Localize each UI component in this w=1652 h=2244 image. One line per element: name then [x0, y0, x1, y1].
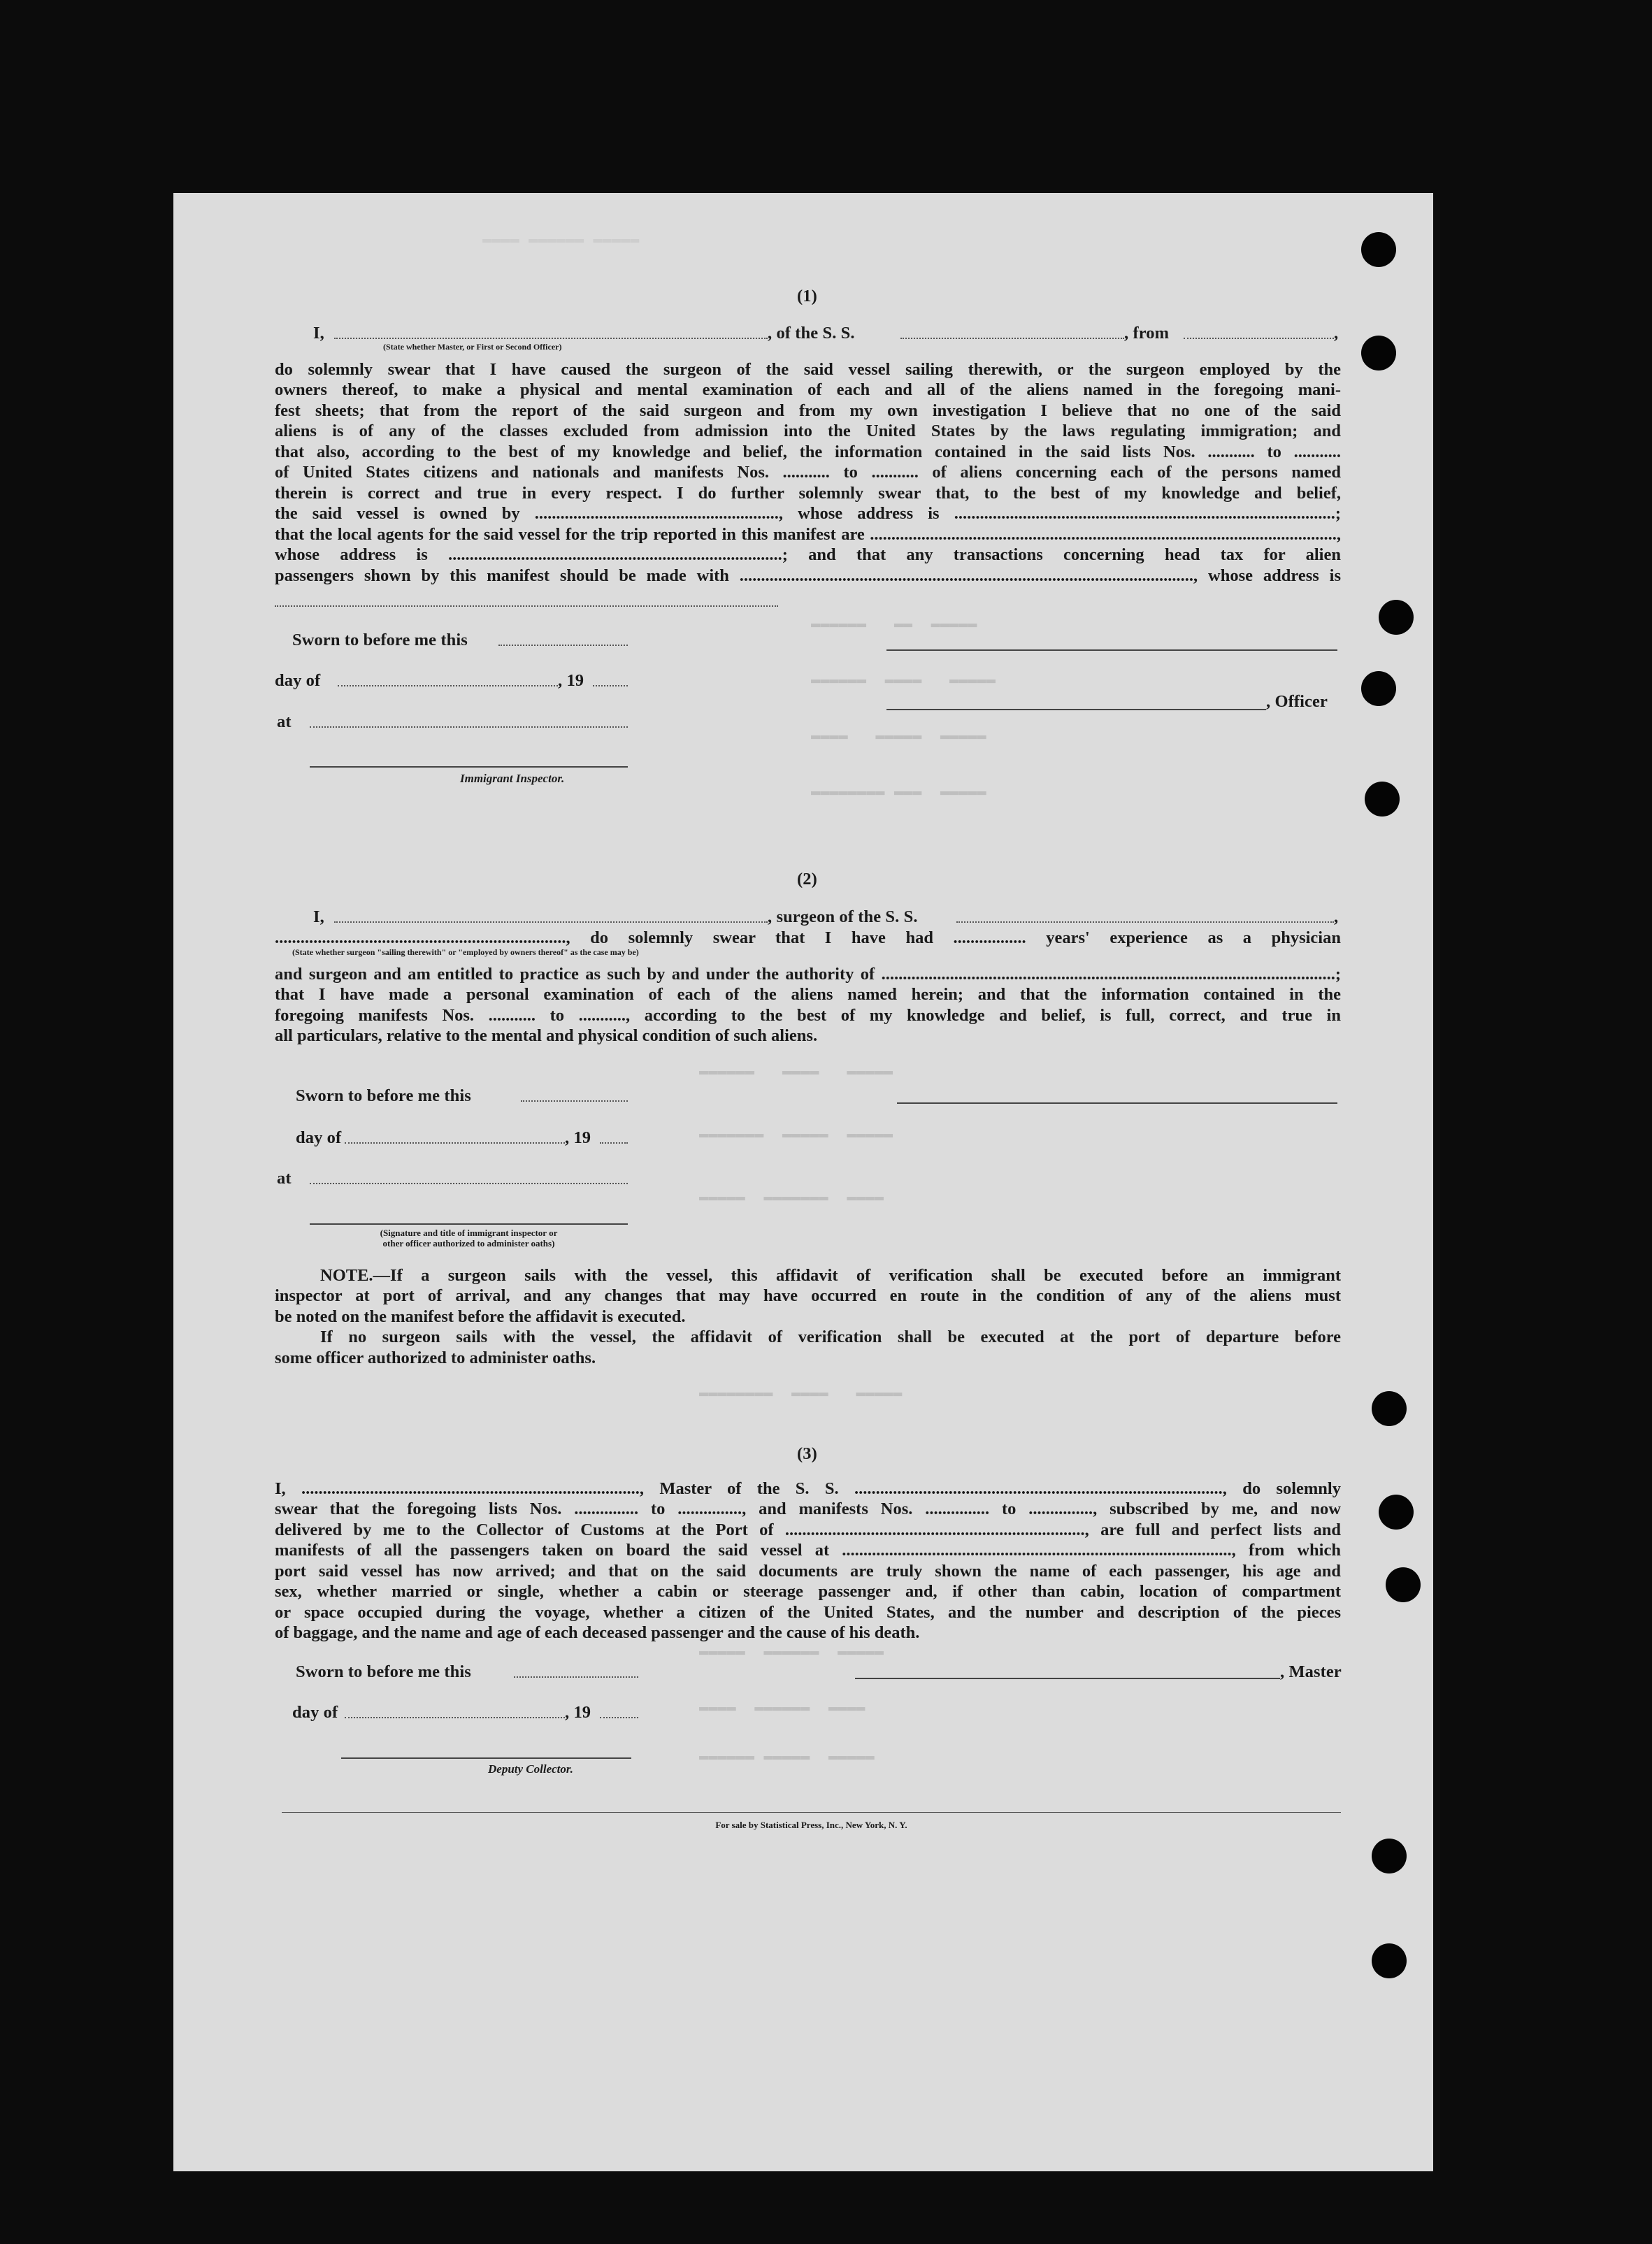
section-2-heading: (2) — [797, 870, 817, 889]
day-of-2: day of — [296, 1128, 342, 1147]
section-3-line-3: delivered by me to the Collector of Customs at the Port of ......................................................................, are full and perfect lists and — [275, 1520, 1341, 1539]
section-1-comma: , — [1334, 324, 1339, 343]
section-1-of-ss: , of the S. S. — [768, 324, 855, 343]
section-1-line-3: fest sheets; that from the report of the said surgeon and from my own investigation I believe that no one of the said — [275, 401, 1341, 420]
day-of-1: day of — [275, 671, 321, 690]
surgeon-name-field[interactable] — [334, 921, 768, 923]
section-1-line-10: whose address is ..............................................................................; and that any transactions concerning head tax for alien — [275, 545, 1341, 564]
section-1-line-9: that the local agents for the said vessel for the trip reported in this manifest are ............................................................................................................., — [275, 525, 1341, 544]
sworn-before-3: Sworn to before me this — [296, 1662, 471, 1681]
section-2-i: I, — [313, 907, 324, 926]
section-1-line-11: passengers shown by this manifest should be made with .........................................................................................................., whose address is — [275, 566, 1341, 585]
head-tax-address-field[interactable] — [275, 605, 778, 607]
section-1-line-1: do solemnly swear that I have caused the surgeon of the said vessel sailing therewith, or the surgeon employed by the — [275, 360, 1341, 379]
sworn-date-field-2[interactable] — [521, 1100, 628, 1102]
section-3-line-7: or space occupied during the voyage, whether a citizen of the United States, and the number and description of the pieces — [275, 1603, 1341, 1622]
section-1-from: , from — [1124, 324, 1170, 343]
vessel-name-field[interactable] — [900, 338, 1124, 339]
at-field-2[interactable] — [310, 1183, 628, 1184]
at-2: at — [277, 1169, 292, 1188]
section-3-line-5: port said vessel has now arrived; and that on the said documents are truly shown the name of each passenger, his age and — [275, 1562, 1341, 1581]
punch-hole — [1365, 782, 1400, 817]
officer-signature-line-1[interactable] — [886, 649, 1337, 651]
section-3-heading: (3) — [797, 1444, 817, 1463]
note-line-2: inspector at port of arrival, and any changes that may have occurred en route in the condition of any of the aliens must — [275, 1286, 1341, 1305]
punch-hole — [1386, 1567, 1421, 1602]
note-line-1: NOTE.—If a surgeon sails with the vessel, this affidavit of verification shall be executed before an immigrant — [320, 1266, 1341, 1285]
bleed-through: ▬▬▬▬▬▬ ▬▬ ▬▬▬▬▬ — [811, 615, 977, 633]
at-1: at — [277, 712, 292, 731]
bleed-through: ▬▬▬▬▬▬ ▬▬▬▬ ▬▬▬▬▬ — [811, 671, 996, 689]
bleed-through: ▬▬▬▬▬▬ ▬▬▬▬▬ ▬▬▬▬▬ — [699, 1748, 875, 1765]
footer-rule — [282, 1812, 1341, 1813]
section-1-line-8: the said vessel is owned by ........................................................., whose address is .........................................................................................; — [275, 504, 1341, 523]
bleed-through: ▬▬▬▬▬▬▬ ▬▬▬▬▬ ▬▬▬▬▬ — [699, 1125, 893, 1143]
bleed-through: ▬▬▬▬ ▬▬▬▬▬▬ ▬▬▬▬▬ — [482, 231, 640, 248]
sworn-before-2: Sworn to before me this — [296, 1086, 471, 1105]
day-of-3: day of — [292, 1703, 338, 1722]
section-1-line-6: of United States citizens and nationals and manifests Nos. ........... to ........... of aliens concerning each of the persons named — [275, 463, 1341, 482]
section-2-line-2: and surgeon and am entitled to practice as such by and under the authority of ..........................................................................................................; — [275, 965, 1341, 984]
section-2-line-4: foregoing manifests Nos. ........... to ..........., according to the best of my knowledge and belief, is full, correct, and true in — [275, 1006, 1341, 1025]
officer-label: , Officer — [1266, 692, 1328, 711]
bleed-through: ▬▬▬▬▬▬▬▬ ▬▬▬▬ ▬▬▬▬▬ — [699, 1384, 903, 1402]
year-field-1[interactable] — [593, 685, 628, 686]
sworn-date-field-3[interactable] — [514, 1676, 638, 1678]
section-3-line-8: of baggage, and the name and age of each deceased passenger and the cause of his death. — [275, 1623, 920, 1642]
section-1-heading: (1) — [797, 287, 817, 305]
surgeon-signature-line[interactable] — [897, 1102, 1337, 1104]
inspector-signature-line[interactable] — [310, 766, 628, 768]
section-2-line-3: that I have made a personal examination of each of the aliens named herein; and that the information contained in the — [275, 985, 1341, 1004]
section-1-line-2: owners thereof, to make a physical and mental examination of each and all of the aliens named in the foregoing mani- — [275, 380, 1341, 399]
immigrant-inspector-caption: Immigrant Inspector. — [460, 772, 565, 785]
section-1-line-7: therein is correct and true in every respect. I do further solemnly swear that, to the best of my knowledge and belief, — [275, 484, 1341, 503]
master-signature-line[interactable] — [855, 1678, 1280, 1679]
signature-caption-line-2: other officer authorized to administer oaths) — [382, 1238, 555, 1249]
bleed-through: ▬▬▬▬▬ ▬▬▬▬▬▬▬ ▬▬▬▬ — [699, 1188, 884, 1206]
authorized-officer-signature-line[interactable] — [310, 1223, 628, 1225]
punch-hole — [1379, 600, 1414, 635]
sworn-date-field-1[interactable] — [498, 645, 628, 646]
section-2-line-5: all particulars, relative to the mental and physical condition of such aliens. — [275, 1026, 818, 1045]
bleed-through: ▬▬▬▬▬ ▬▬▬▬▬▬ ▬▬▬▬▬ — [699, 1643, 884, 1660]
bleed-through: ▬▬▬▬ ▬▬▬▬▬▬ ▬▬▬▬ — [699, 1699, 865, 1716]
deputy-collector-caption: Deputy Collector. — [488, 1762, 573, 1776]
year-field-3[interactable] — [600, 1717, 638, 1718]
section-3-line-4: manifests of all the passengers taken on board the said vessel at ..........................................................................................., from which — [275, 1541, 1341, 1560]
punch-hole — [1379, 1495, 1414, 1530]
section-1-line-4: aliens is of any of the classes excluded from admission into the United States by the laws regulating immigration; and — [275, 422, 1341, 440]
officer-rank-caption: (State whether Master, or First or Second Officer) — [383, 342, 562, 352]
bleed-through: ▬▬▬▬▬▬▬▬ ▬▬▬ ▬▬▬▬▬ — [811, 783, 986, 800]
punch-hole — [1361, 232, 1396, 267]
year-19-2: , 19 — [565, 1128, 591, 1147]
from-port-field[interactable] — [1184, 338, 1334, 339]
section-3-line-1: I, ..............................................................................., Master of the S. S. ......................................................................................, do solemnly — [275, 1479, 1341, 1498]
section-3-line-6: sex, whether married or single, whether a cabin or steerage passenger and, if other than cabin, location of compartment — [275, 1582, 1341, 1601]
surgeon-vessel-field[interactable] — [956, 921, 1334, 923]
section-1-i: I, — [313, 324, 324, 343]
punch-hole — [1372, 1943, 1407, 1978]
punch-hole — [1361, 336, 1396, 371]
section-1-line-5: that also, according to the best of my knowledge and belief, the information contained in the said lists Nos. ........... to ........... — [275, 443, 1341, 461]
punch-hole — [1372, 1839, 1407, 1873]
note-line-4: If no surgeon sails with the vessel, the affidavit of verification shall be executed at the port of departure before — [320, 1328, 1341, 1346]
punch-hole — [1372, 1391, 1407, 1426]
punch-hole — [1361, 671, 1396, 706]
section-2-line-1: ...................................................................., do solemnly swear that I have had ................. years' experience as a physician — [275, 928, 1341, 947]
section-3-line-2: swear that the foregoing lists Nos. ............... to ..............., and manifests Nos. ............... to ..............., subscribed by me, and now — [275, 1499, 1341, 1518]
deputy-collector-signature-line[interactable] — [341, 1757, 631, 1759]
sworn-before-1: Sworn to before me this — [292, 631, 468, 649]
master-label: , Master — [1280, 1662, 1342, 1681]
surgeon-status-caption: (State whether surgeon "sailing therewith" or "employed by owners thereof" as the case may be) — [292, 947, 639, 957]
year-19-1: , 19 — [558, 671, 584, 690]
at-field-1[interactable] — [310, 726, 628, 728]
day-of-field-3[interactable] — [345, 1717, 565, 1718]
footer-publisher: For sale by Statistical Press, Inc., New York, N. Y. — [715, 1820, 907, 1830]
day-of-field-2[interactable] — [345, 1142, 565, 1144]
day-of-field-1[interactable] — [338, 685, 558, 686]
year-19-3: , 19 — [565, 1703, 591, 1722]
note-line-5: some officer authorized to administer oaths. — [275, 1348, 596, 1367]
officer-name-field[interactable] — [334, 338, 768, 339]
section-2-surgeon-of: , surgeon of the S. S. — [768, 907, 918, 926]
officer-signature-line-2[interactable] — [886, 709, 1266, 710]
section-2-comma: , — [1334, 907, 1339, 926]
bleed-through: ▬▬▬▬ ▬▬▬▬▬ ▬▬▬▬▬ — [811, 727, 986, 745]
signature-caption-line-1: (Signature and title of immigrant inspector or — [380, 1228, 558, 1238]
year-field-2[interactable] — [600, 1142, 628, 1144]
note-line-3: be noted on the manifest before the affidavit is executed. — [275, 1307, 686, 1326]
bleed-through: ▬▬▬▬▬▬ ▬▬▬▬ ▬▬▬▬▬ — [699, 1063, 893, 1080]
